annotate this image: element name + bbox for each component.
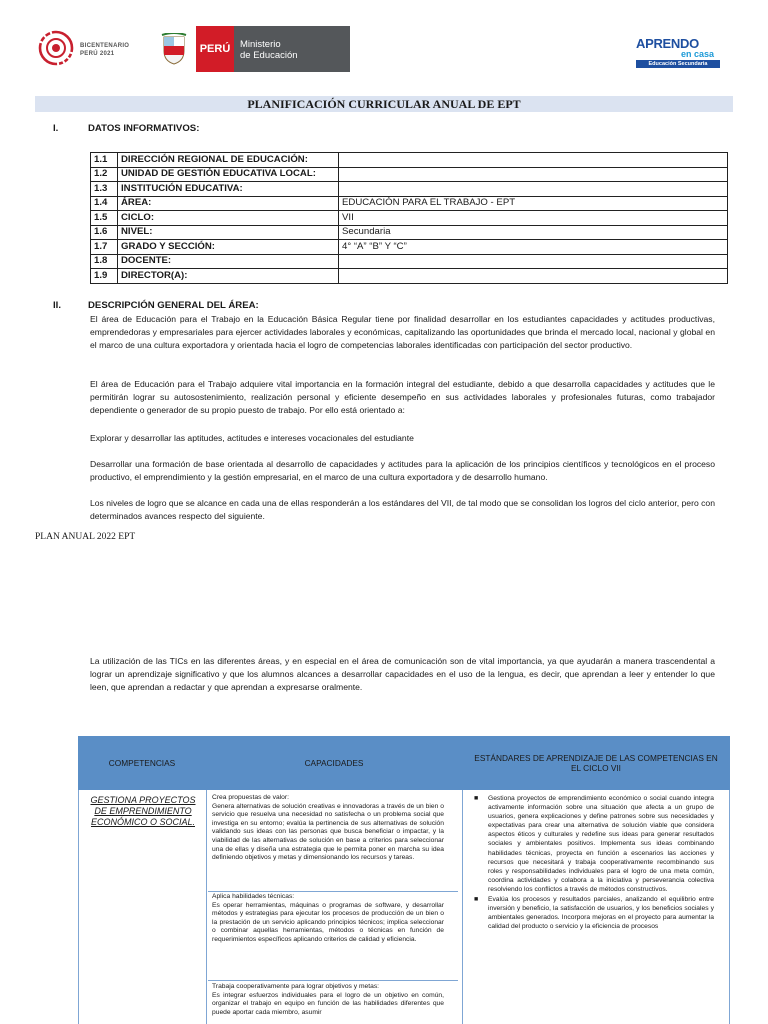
- estandar-1-text: Gestiona proyectos de emprendimiento económico o social cuando integra activamente información sobre una situación que afecta a un grupo de usuarios, genera explicaciones y define patrones sobre sus necesidades y expectativas para crear una alternativa de solución viable que considera aspectos éticos y culturales y redefine sus ideas para generar resultados sociales y ambientales positivos. Implementa sus ideas combinando habilidades técnicas, proyecta en función a escenarios las acciones y recursos que necesitará y trabaja cooperativamente recombinando sus roles y responsabilidades individuales para el logro de una meta común, coordina actividades y colabora a la iniciativa y perseverancia colectiva resolviendo los conflictos a través de métodos constructivos.: [488, 795, 714, 893]
- info-row-number: 1.7: [91, 240, 118, 255]
- info-row-label: ÁREA:: [118, 196, 339, 211]
- info-row-value: 4° “A” “B” Y “C”: [339, 240, 728, 255]
- capacidad-3: [212, 983, 444, 1017]
- info-row-number: 1.9: [91, 269, 118, 284]
- competencias-table-body: [78, 790, 730, 1024]
- ministerio-line1: Ministerio: [240, 39, 281, 50]
- section-2-title: DESCRIPCIÓN GENERAL DEL ÁREA:: [88, 300, 259, 311]
- aprendo-en-casa-logo: [636, 36, 720, 72]
- info-row-value: [339, 153, 728, 168]
- paragraph-5: Los niveles de logro que se alcance en cada una de ellas responderán a los estándares del VII, de tal modo que se consolidan los logros del ciclo anterior, pero con determinados avances respecto del siguiente.: [90, 498, 715, 521]
- table-border-col1: [206, 790, 207, 1024]
- info-row-number: 1.6: [91, 225, 118, 240]
- capacidad-1-text: Genera alternativas de solución creativas e innovadoras a través de un bien o servicio que resuelva una necesidad no satisfecha o un problema social que investiga en su entorno; evalúa la pertinencia de sus alternativas de solución validando sus ideas con las personas que busca beneficiar o impactar, y la viabilidad de las alternativas de solución en base a criterios para seleccionar una de ellas y diseña una estrategia que le permita poner en marcha su idea definiendo objetivos y metas y dimensionando los recursos y tareas.: [212, 802, 444, 862]
- aprendo-line3: Educación Secundaria: [636, 60, 720, 68]
- competencia-name: GESTIONA PROYECTOS DE EMPRENDIMIENTO ECONÓMICO O SOCIAL.: [90, 795, 196, 827]
- info-row-number: 1.1: [91, 153, 118, 168]
- section-1-number: I.: [53, 123, 59, 134]
- info-row-value: VII: [339, 211, 728, 226]
- capacidad-separator-2: [208, 980, 458, 981]
- ministerio-label: [234, 26, 350, 72]
- capacidad-3-text: Es integrar esfuerzos individuales para el logro de un objetivo en común, organizar el trabajo en equipo en función de las habilidades diferentes que puede aportar cada miembro, asumir: [212, 991, 444, 1016]
- capacidad-3-title: Trabaja cooperativamente para lograr objetivos y metas:: [212, 983, 380, 990]
- minedu-logo: [152, 26, 350, 72]
- capacidad-1: [212, 794, 444, 863]
- bicentenario-line2: PERÚ 2021: [80, 51, 115, 57]
- info-row-value: EDUCACIÓN PARA EL TRABAJO - EPT: [339, 196, 728, 211]
- table-border-left: [78, 790, 79, 1024]
- info-row-number: 1.3: [91, 182, 118, 197]
- header-competencias: COMPETENCIAS: [108, 758, 176, 768]
- capacidad-2-title: Aplica habilidades técnicas:: [212, 893, 295, 900]
- info-row-label: DIRECTOR(A):: [118, 269, 339, 284]
- info-row-label: NIVEL:: [118, 225, 339, 240]
- info-row: [91, 225, 728, 240]
- info-row-value: [339, 167, 728, 182]
- table-border-col2: [462, 790, 463, 1024]
- info-row-number: 1.8: [91, 254, 118, 269]
- capacidad-1-title: Crea propuestas de valor:: [212, 794, 289, 801]
- header-capacidades: CAPACIDADES: [304, 758, 364, 768]
- plan-anual-label: PLAN ANUAL 2022 EPT: [35, 532, 136, 542]
- competencias-table-header: [78, 736, 730, 790]
- document-title: PLANIFICACIÓN CURRICULAR ANUAL DE EPT: [35, 96, 733, 112]
- capacidad-2-text: Es operar herramientas, máquinas o programas de software, y desarrollar métodos y estrategias para ejecutar los procesos de producción de un bien o la prestación de un servicio aplicando principios técnicos; implica seleccionar o combinar aquellas herramientas, métodos o técnicas en función de requerimientos específicos aplicando criterios de calidad y eficiencia.: [212, 901, 444, 943]
- info-row: [91, 269, 728, 284]
- estandares-list: [470, 794, 714, 932]
- ministerio-line2: de Educación: [240, 50, 298, 61]
- bicentenario-logo-icon: [36, 28, 76, 68]
- bicentenario-line1: BICENTENARIO: [80, 43, 130, 49]
- info-row-label: CICLO:: [118, 211, 339, 226]
- capacidad-2: [212, 893, 444, 945]
- estandar-item: [470, 794, 714, 894]
- info-row: [91, 167, 728, 182]
- aprendo-line1: APRENDO: [636, 36, 699, 51]
- peru-label: PERÚ: [196, 26, 234, 72]
- info-row-label: GRADO Y SECCIÓN:: [118, 240, 339, 255]
- info-row-label: UNIDAD DE GESTIÓN EDUCATIVA LOCAL:: [118, 167, 339, 182]
- section-2-number: II.: [53, 300, 61, 311]
- aprendo-line2: en casa: [680, 49, 714, 59]
- info-row-label: DIRECCIÓN REGIONAL DE EDUCACIÓN:: [118, 153, 339, 168]
- info-row-number: 1.4: [91, 196, 118, 211]
- info-row-number: 1.5: [91, 211, 118, 226]
- info-row-number: 1.2: [91, 167, 118, 182]
- bullet-icon: ■: [474, 795, 479, 802]
- info-row-value: Secundaria: [339, 225, 728, 240]
- info-row-value: [339, 182, 728, 197]
- table-border-right: [729, 790, 730, 1024]
- info-row: [91, 211, 728, 226]
- escudo-icon: [152, 26, 196, 72]
- info-row: [91, 153, 728, 168]
- info-row: [91, 182, 728, 197]
- info-row-value: [339, 254, 728, 269]
- paragraph-4: Desarrollar una formación de base orientada al desarrollo de capacidades y actitudes para la aplicación de los principios científicos y tecnológicos en el proceso productivo, el emprendimiento y la gestión empresarial, en el marco de una cultura exportadora y de desarrollo humano.: [90, 459, 715, 482]
- capacidad-separator-1: [208, 891, 458, 892]
- datos-informativos-table: [90, 152, 728, 284]
- estandar-2-text: Evalúa los procesos y resultados parciales, analizando el equilibrio entre inversión y beneficio, la satisfacción de usuarios, y los beneficios sociales y ambientales generados. Incorpora mejoras en el proyecto para aumentar la calidad del producto o servicio y la eficiencia de procesos: [488, 896, 714, 931]
- info-row-label: INSTITUCIÓN EDUCATIVA:: [118, 182, 339, 197]
- info-row: [91, 196, 728, 211]
- estandar-item: [470, 895, 714, 931]
- info-row: [91, 240, 728, 255]
- section-1-title: DATOS INFORMATIVOS:: [88, 123, 200, 134]
- page-header: [0, 0, 768, 90]
- paragraph-2: El área de Educación para el Trabajo adquiere vital importancia en la formación integral del estudiante, debido a que desarrolla capacidades y actitudes que le permitirán lograr su autosostenimiento, realización personal y eficiente desempeño en sus actividades laborales y profesionales futuras, como trabajador dependiente o generador de su propio puesto de trabajo. Por ello está orientado a:: [90, 379, 715, 415]
- paragraph-1: El área de Educación para el Trabajo en la Educación Básica Regular tiene por finalidad desarrollar en los estudiantes capacidades y actitudes productivas, emprendedoras y empresariales para ejercer actividades laborales y económicas, capitalizando las oportunidades que brinda el mercado local, nacional y global en el marco de una cultura exportadora y orientada hacia el logro de competencias laborales identificadas con participación del sector productivo.: [90, 314, 715, 350]
- bicentenario-text: [80, 42, 129, 58]
- bullet-icon: ■: [474, 896, 479, 904]
- header-estandares: ESTÁNDARES DE APRENDIZAJE DE LAS COMPETENCIAS EN EL CICLO VII: [474, 753, 718, 773]
- tics-paragraph: La utilización de las TICs en las diferentes áreas, y en especial en el área de comunicación son de vital importancia, ya que ayudarán a manera trascendental a lograr un aprendizaje significativo y que los alumnos alcances a desarrollar capacidades en el uso de la lengua, es decir, que aprendan a leer y entender lo que leen, que aprendan a redactar y que aprendan a expresarse oralmente.: [90, 656, 715, 692]
- info-row-label: DOCENTE:: [118, 254, 339, 269]
- paragraph-3: Explorar y desarrollar las aptitudes, actitudes e intereses vocacionales del estudiante: [90, 433, 414, 443]
- info-row-value: [339, 269, 728, 284]
- info-row: [91, 254, 728, 269]
- competencias-table: [78, 736, 730, 1024]
